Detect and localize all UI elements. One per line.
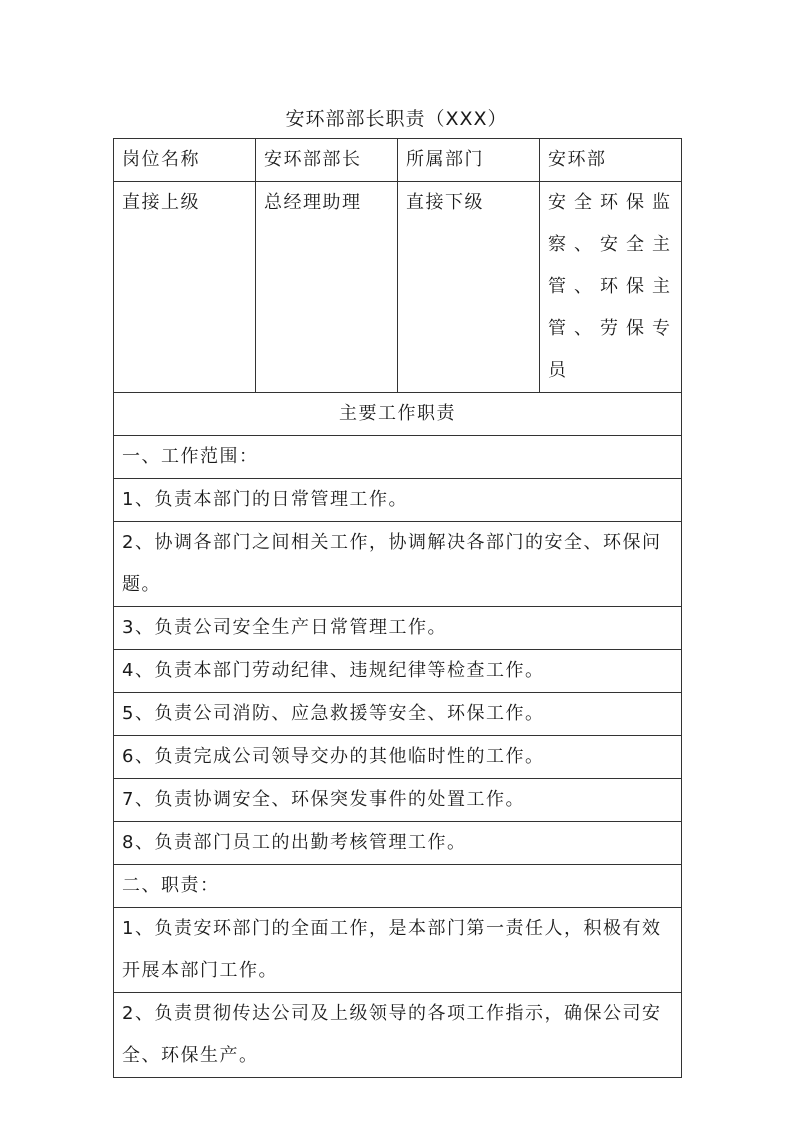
table-row bbox=[114, 479, 682, 522]
duty-item: 5、负责公司消防、应急救援等安全、环保工作。 bbox=[114, 693, 682, 736]
document-title: 安环部部长职责（XXX） bbox=[285, 108, 508, 130]
table-row bbox=[114, 779, 682, 822]
duty-item: 6、负责完成公司领导交办的其他临时性的工作。 bbox=[114, 736, 682, 779]
table-row bbox=[114, 522, 682, 607]
subordinate-label: 直接下级 bbox=[398, 182, 540, 393]
duties-header-row bbox=[114, 393, 682, 436]
post-value: 安环部部长 bbox=[256, 139, 398, 182]
section2-title: 二、职责： bbox=[114, 865, 682, 908]
dept-value: 安环部 bbox=[540, 139, 682, 182]
table-row bbox=[114, 822, 682, 865]
section1-title-row bbox=[114, 436, 682, 479]
duty-item: 2、协调各部门之间相关工作，协调解决各部门的安全、环保问题。 bbox=[114, 522, 682, 607]
responsibility-item: 1、负责安环部门的全面工作，是本部门第一责任人，积极有效开展本部门工作。 bbox=[114, 908, 682, 993]
table-row bbox=[114, 736, 682, 779]
superior-label: 直接上级 bbox=[114, 182, 256, 393]
responsibility-table bbox=[113, 138, 682, 1078]
post-label: 岗位名称 bbox=[114, 139, 256, 182]
table-row bbox=[114, 607, 682, 650]
duty-item: 4、负责本部门劳动纪律、违规纪律等检查工作。 bbox=[114, 650, 682, 693]
duty-item: 1、负责本部门的日常管理工作。 bbox=[114, 479, 682, 522]
duty-item: 3、负责公司安全生产日常管理工作。 bbox=[114, 607, 682, 650]
info-row-2 bbox=[114, 182, 682, 393]
section1-title: 一、工作范围： bbox=[114, 436, 682, 479]
responsibility-item: 2、负责贯彻传达公司及上级领导的各项工作指示，确保公司安全、环保生产。 bbox=[114, 993, 682, 1078]
table-row bbox=[114, 693, 682, 736]
duty-item: 8、负责部门员工的出勤考核管理工作。 bbox=[114, 822, 682, 865]
duties-header: 主要工作职责 bbox=[114, 393, 682, 436]
section2-title-row bbox=[114, 865, 682, 908]
table-row bbox=[114, 650, 682, 693]
duty-item: 7、负责协调安全、环保突发事件的处置工作。 bbox=[114, 779, 682, 822]
dept-label: 所属部门 bbox=[398, 139, 540, 182]
table-row bbox=[114, 993, 682, 1078]
info-row-1 bbox=[114, 139, 682, 182]
subordinate-value: 安全环保监察、安全主管、环保主管、劳保专员 bbox=[540, 182, 682, 393]
table-row bbox=[114, 908, 682, 993]
superior-value: 总经理助理 bbox=[256, 182, 398, 393]
